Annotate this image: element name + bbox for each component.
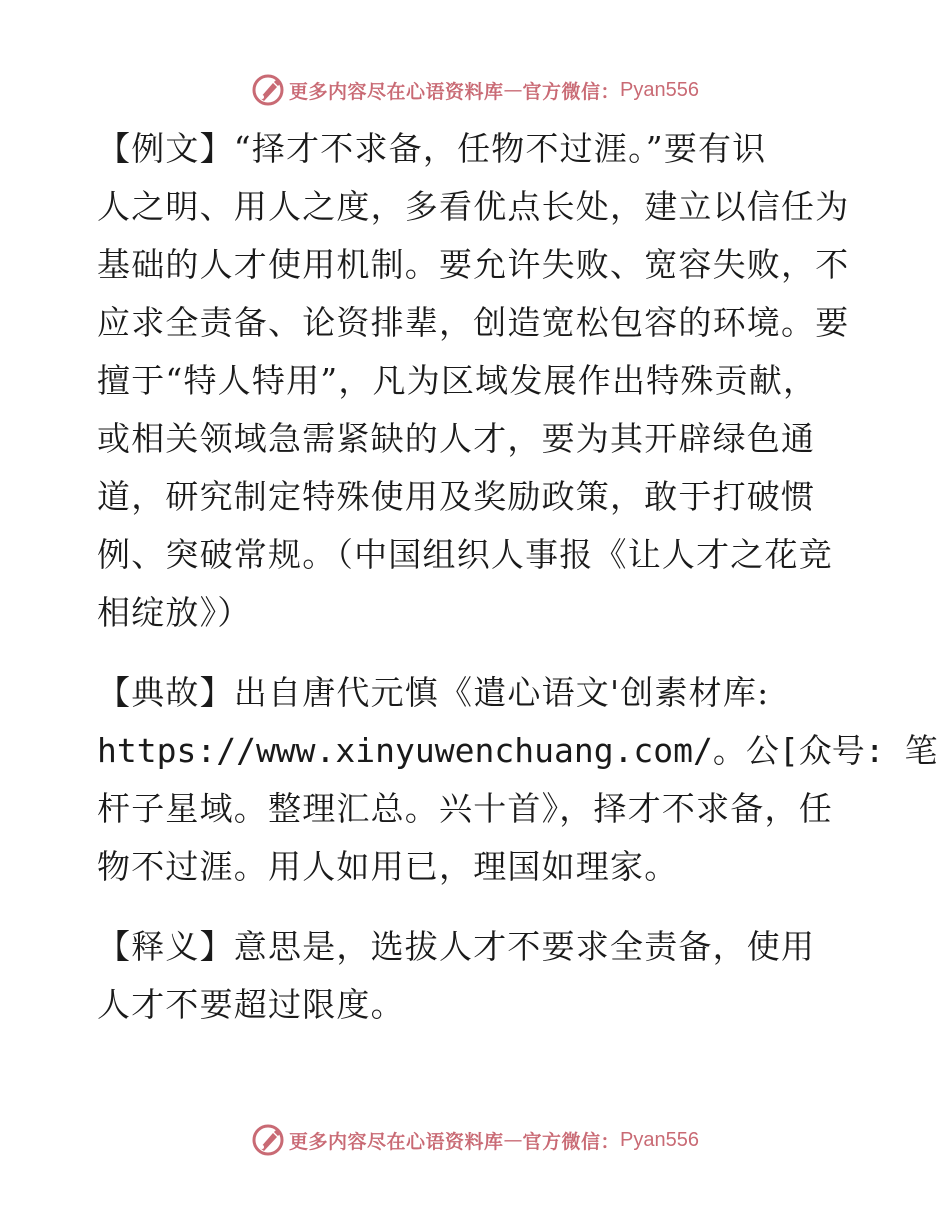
example-line-4: 应求全责备、论资排辈，创造宽松包容的环境。要 [97, 303, 850, 342]
header-wechat-id: Pyan556 [620, 78, 699, 101]
example-line-7: 道，研究制定特殊使用及奖励政策，敢于打破惯 [97, 477, 816, 516]
footer-site-text: 更多内容尽在心语资料库 [289, 1130, 504, 1153]
header-separator: — [503, 79, 523, 101]
example-line-8: 例、突破常规。（中国组织人事报《让人才之花竞 [97, 535, 833, 574]
example-line-9: 相绽放》） [97, 593, 252, 632]
footer-wechat-id: Pyan556 [620, 1128, 699, 1151]
footer-banner [0, 1120, 950, 1160]
pen-logo-icon [251, 73, 285, 107]
allusion-line-1: 【典故】出自唐代元慎《遣心语文'创素材库: [97, 673, 770, 712]
allusion-line-2: https://www.xinyuwenchuang.com/。公[众号: 笔 [97, 731, 938, 770]
example-line-6: 或相关领域急需紧缺的人才，要为其开辟绿色通 [97, 419, 816, 458]
example-line-2: 人之明、用人之度，多看优点长处，建立以信任为 [97, 187, 850, 226]
header-banner [0, 70, 950, 110]
allusion-line-4: 物不过涯。用人如用已，理国如理家。 [97, 847, 679, 886]
header-site-text: 更多内容尽在心语资料库 [289, 80, 504, 103]
meaning-line-2: 人才不要超过限度。 [97, 985, 405, 1024]
meaning-paragraph [97, 918, 857, 1034]
example-line-1: 【例文】“择才不求备，任物不过涯。”要有识 [97, 129, 767, 168]
allusion-paragraph [97, 664, 938, 896]
pen-logo-icon [251, 1123, 285, 1157]
allusion-line-3: 杆子星域。整理汇总。兴十首》，择才不求备，任 [97, 789, 833, 828]
example-paragraph [97, 120, 857, 642]
footer-separator: — [503, 1129, 523, 1151]
example-line-5: 擅于“特人特用”，凡为区域发展作出特殊贡献， [97, 361, 818, 400]
meaning-line-1: 【释义】意思是，选拔人才不要求全责备，使用 [97, 927, 816, 966]
main-content [97, 120, 938, 1056]
footer-wechat-label: 官方微信： [522, 1130, 621, 1153]
example-line-3: 基础的人才使用机制。要允许失败、宽容失败，不 [97, 245, 850, 284]
header-wechat-label: 官方微信： [522, 80, 621, 103]
